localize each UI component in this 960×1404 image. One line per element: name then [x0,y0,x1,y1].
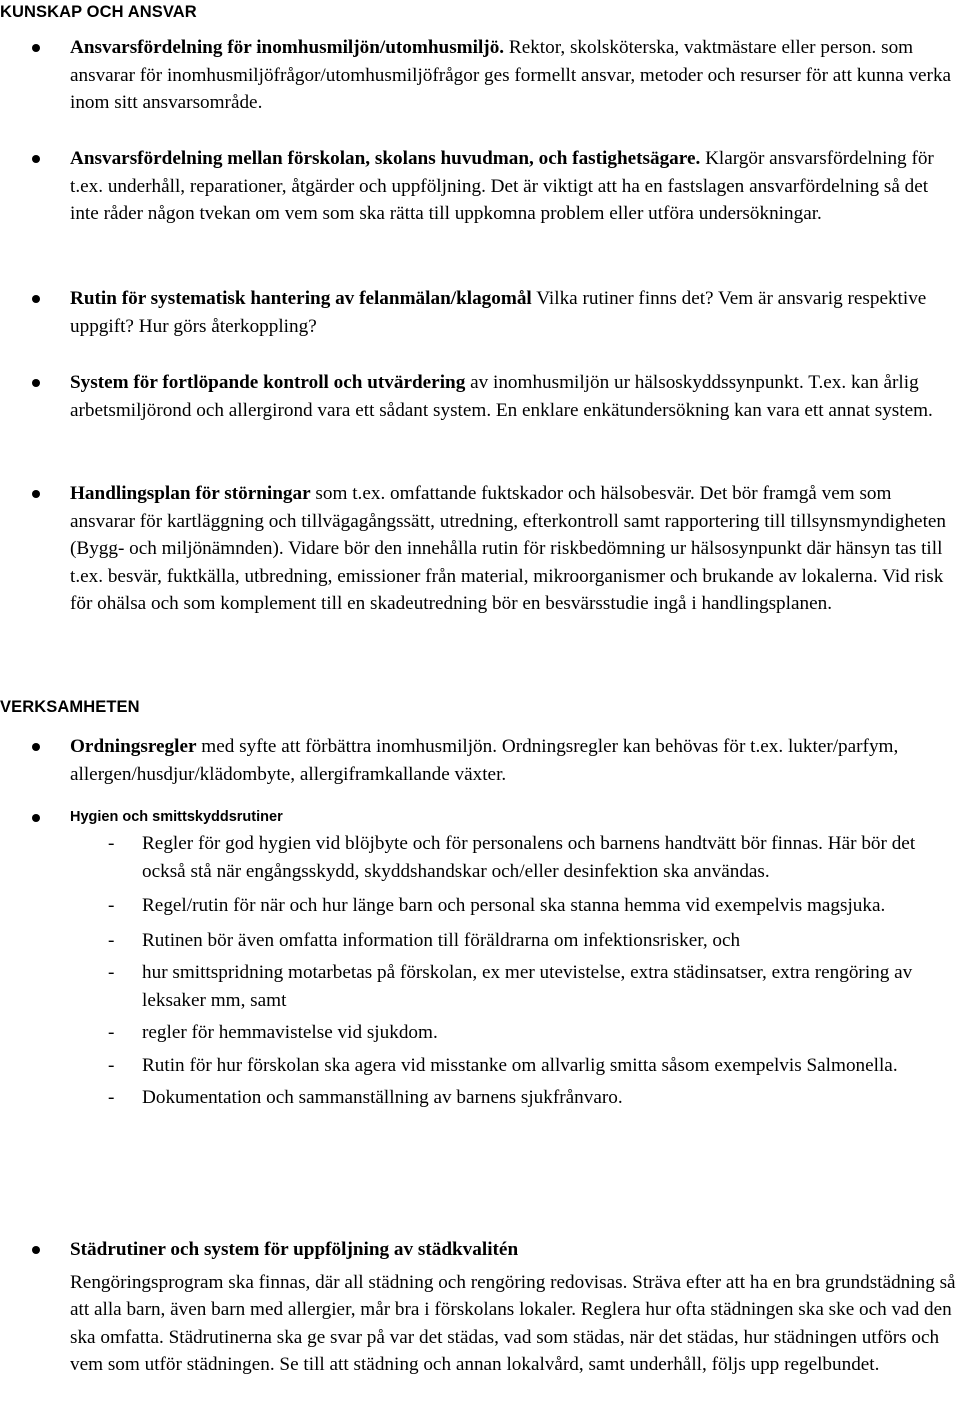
list-item-ansvarsfordelning-inomhus [70,34,960,117]
item-text: Rengöringsprogram ska finnas, där all städning och rengöring redovisas. Sträva efter att ha en bra grundstädning så att alla barn, även barn med allergier, mår bra i förskolans lokaler. Reglera hur ofta städningen ska ske och vad den ska omfatta. Städrutinerna ska ge svar på var det städas, vad som städas, när det städas, hur städningen utförs och vem som utför städningen. Se till att städning och annan lokalvård, samt underhåll, följs upp regelbundet. [70,1271,956,1375]
bullet-icon [32,295,40,303]
list-item-stadrutiner [70,1236,960,1379]
item-text: som t.ex. omfattande fuktskador och hälsobesvär. Det bör framgå vem som ansvarar för kartläggning och tillvägagångssätt, utredning, efterkontroll samt rapportering till tillsynsmyndigheten (Bygg- och miljönämnden). Vidare bör den innehålla rutin för riskbedömning ur hälsosynpunkt där hänsyn tas till t.ex. besvär, fuktkälla, utbredning, emissioner från material, mikroorganismer och brukande av lokalerna. Vid risk för ohälsa och som komplement till en skadeutredning bör en besvärsstudie ingå i handlingsplanen. [70,483,947,614]
dash-list-item: - regler för hemmavistelse vid sjukdom. [108,1022,438,1043]
list-item-hygien [70,807,960,827]
bullet-icon [32,379,40,387]
bullet-icon [32,155,40,163]
hygien-dash-list [70,830,960,1112]
dash-list-item: - Dokumentation och sammanställning av barnens sjukfrånvaro. [108,1087,623,1108]
item-title: System för fortlöpande kontroll och utvärdering [70,372,466,393]
hygien-label: Hygien och smittskyddsrutiner [70,809,283,825]
section-heading-kunskap: KUNSKAP OCH ANSVAR [0,3,197,21]
item-text: Rektor, skolsköterska, vaktmästare eller person. som ansvarar för inomhusmiljöfrågor/utomhusmiljöfrågor ges formellt ansvar, metoder och resurser för att kunna verka inom sitt ansvarsområde. [70,37,952,113]
bullet-icon [32,490,40,498]
list-item-felanmalan [70,285,960,340]
list-item-handlingsplan [70,480,960,618]
bullet-icon [32,743,40,751]
item-text: med syfte att förbättra inomhusmiljön. Ordningsregler kan behövas för t.ex. lukter/parfym, allergen/husdjur/klädombyte, allergiframkallande växter. [70,736,899,785]
list-item-ordningsregler [70,733,960,788]
dash-list-item: - hur smittspridning motarbetas på förskolan, ex mer utevistelse, extra städinsatser, extra rengöring av leksaker mm, samt [108,962,913,1011]
bullet-icon [32,44,40,52]
item-text: av inomhusmiljön ur hälsoskyddssynpunkt. T.ex. kan årlig arbetsmiljörond och allergirond vara ett sådant system. En enklare enkätundersökning kan vara ett annat system. [70,372,933,421]
item-title: Rutin för systematisk hantering av felanmälan/klagomål [70,288,532,309]
section-heading-verksamheten: VERKSAMHETEN [0,698,140,716]
item-title: Ansvarsfördelning för inomhusmiljön/utomhusmiljö. [70,37,505,58]
dash-list-item: - Regler för god hygien vid blöjbyte och för personalens och barnens handtvätt bör finnas. Här bör det också stå när engångsskydd, skyddshandskar och/eller desinfektion ska användas. [108,833,916,882]
dash-list-item: - Rutinen bör även omfatta information till föräldrarna om infektionsrisker, och [108,929,741,951]
bullet-icon [32,1246,40,1254]
item-title: Städrutiner och system för uppföljning av städkvalitén [70,1239,519,1260]
item-title: Handlingsplan för störningar [70,483,311,504]
item-text: Vilka rutiner finns det? Vem är ansvarig respektive uppgift? Hur görs återkoppling? [70,288,927,337]
dash-list-item: - Rutin för hur förskolan ska agera vid misstanke om allvarlig smitta såsom exempelvis Salmonella. [108,1054,898,1076]
bullet-icon [32,814,40,822]
item-title: Ansvarsfördelning mellan förskolan, skolans huvudman, och fastighetsägare. [70,148,701,169]
dash-list-item: - Regel/rutin för när och hur länge barn och personal ska stanna hemma vid exempelvis magsjuka. [108,895,886,916]
item-title: Ordningsregler [70,736,197,757]
item-text: Klargör ansvarsfördelning för t.ex. underhåll, reparationer, åtgärder och uppföljning. Det är viktigt att ha en fastslagen ansvarfördelning så det inte råder någon tvekan om vem som ska rätta till uppkomna problem eller utföra undersökningar. [70,148,934,224]
list-item-ansvarsfordelning-huvudman [70,145,960,228]
list-item-kontroll [70,369,960,424]
